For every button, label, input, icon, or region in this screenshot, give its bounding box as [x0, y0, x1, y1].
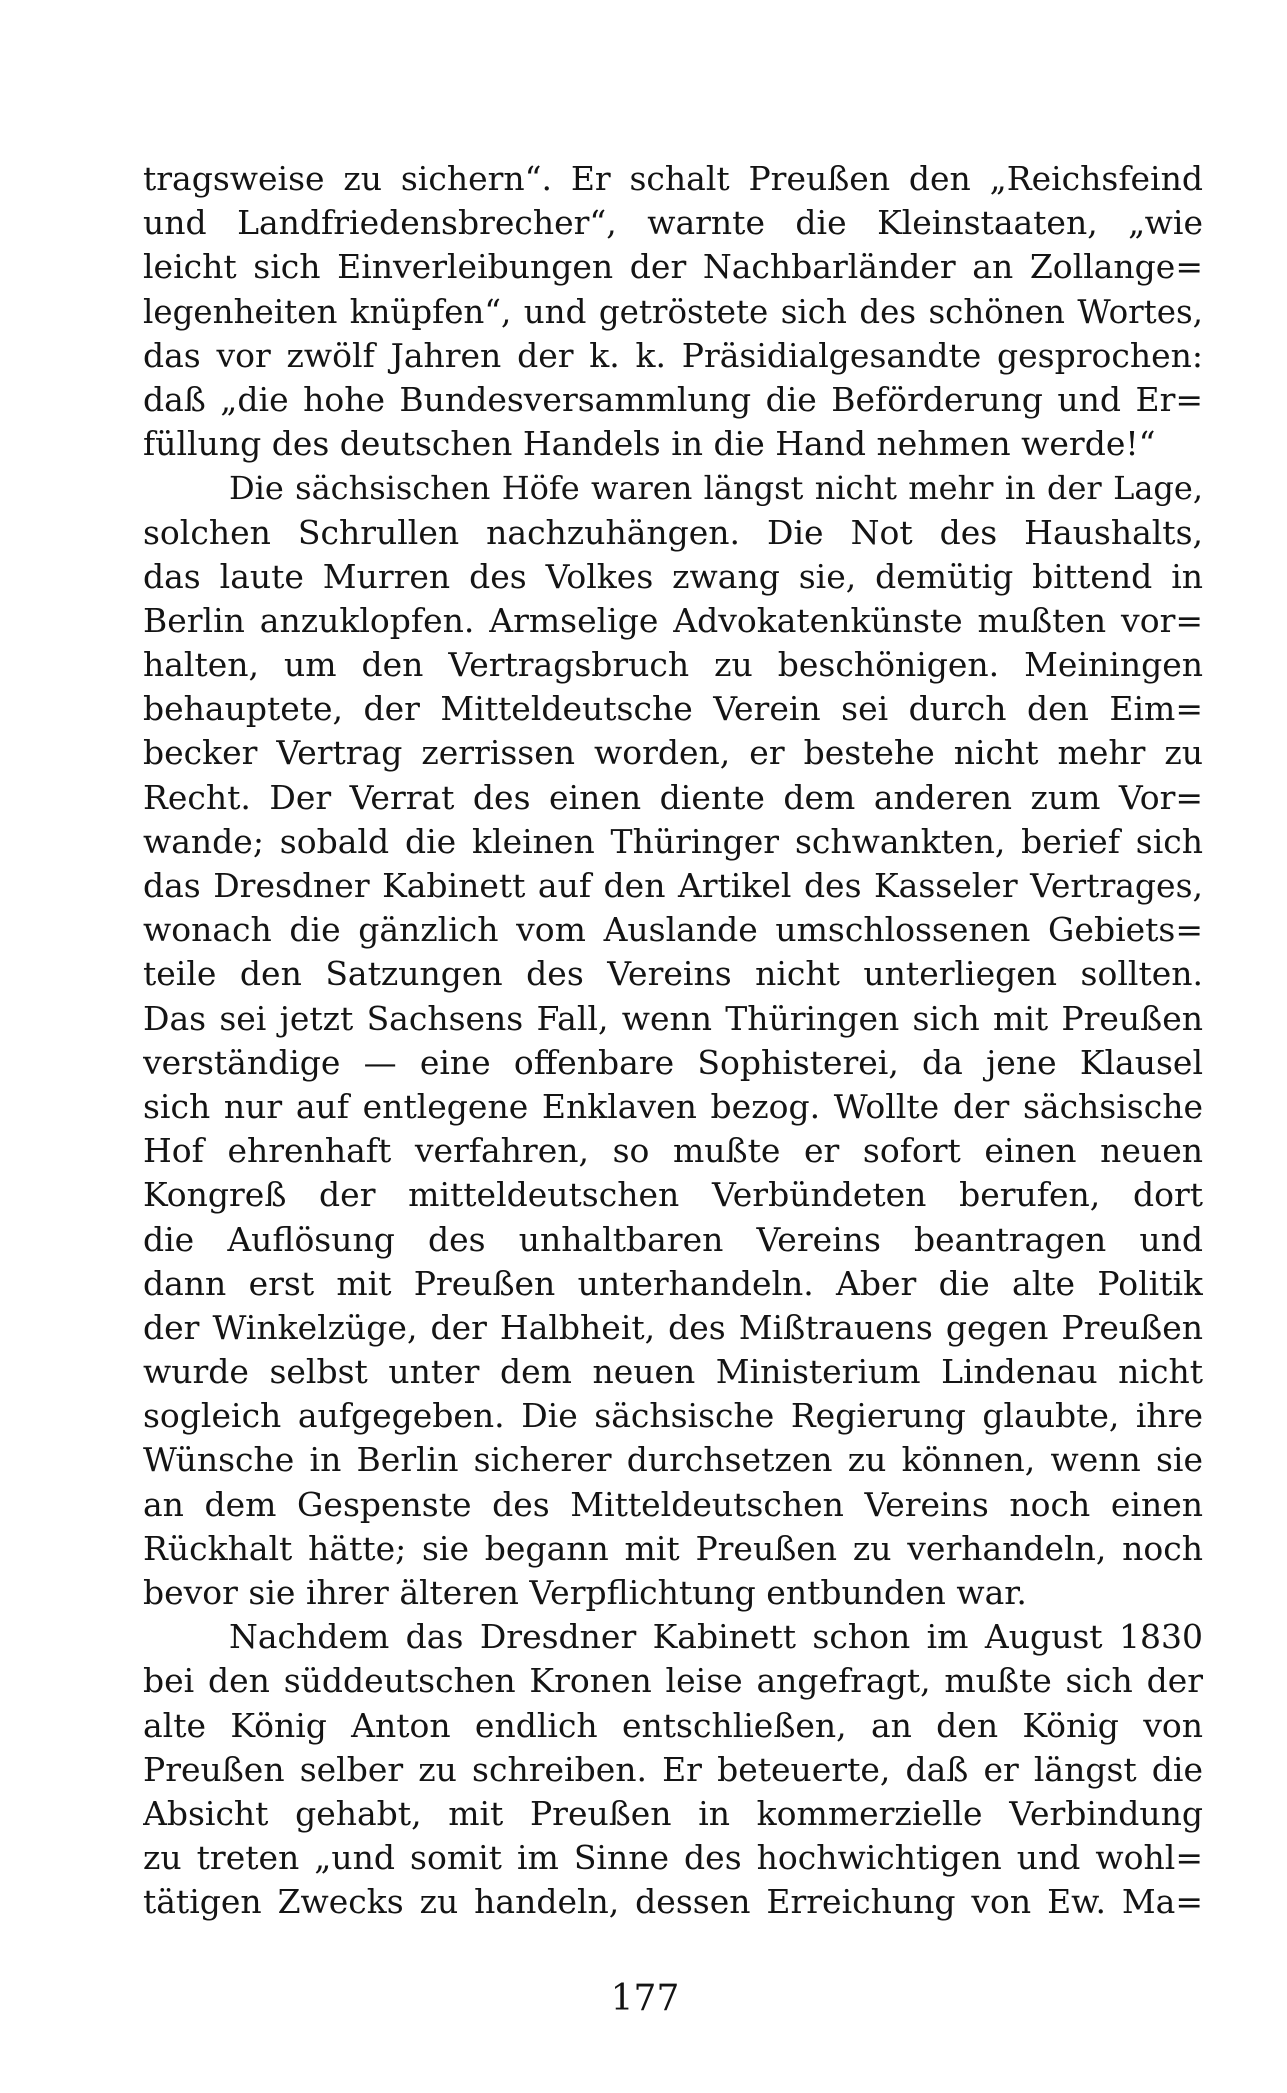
- text-line: tätigen Zwecks zu handeln, dessen Erreichung von Ew. Ma=: [143, 1882, 1203, 1922]
- text-line: leicht sich Einverleibungen der Nachbarländer an Zollange=: [143, 247, 1203, 287]
- text-line: sich nur auf entlegene Enklaven bezog. Wollte der sächsische: [143, 1086, 1203, 1126]
- text-line: becker Vertrag zerrissen worden, er bestehe nicht mehr zu: [143, 733, 1203, 773]
- text-line: behauptete, der Mitteldeutsche Verein sei durch den Eim=: [143, 689, 1203, 729]
- text-line: Nachdem das Dresdner Kabinett schon im August 1830: [229, 1617, 1203, 1657]
- text-line: solchen Schrullen nachzuhängen. Die Not des Haushalts,: [143, 512, 1203, 552]
- text-line: das laute Murren des Volkes zwang sie, demütig bittend in: [143, 556, 1203, 596]
- text-line: wande; sobald die kleinen Thüringer schwankten, berief sich: [143, 821, 1203, 861]
- body-text: [143, 157, 1203, 1925]
- text-line: Recht. Der Verrat des einen diente dem anderen zum Vor=: [143, 777, 1203, 817]
- text-line: das vor zwölf Jahren der k. k. Präsidialgesandte gesprochen:: [143, 335, 1203, 375]
- page-number: 177: [610, 1978, 680, 2019]
- text-line: Hof ehrenhaft verfahren, so mußte er sofort einen neuen: [143, 1131, 1203, 1171]
- text-line: bei den süddeutschen Kronen leise angefragt, mußte sich der: [143, 1661, 1203, 1701]
- text-line: an dem Gespenste des Mitteldeutschen Vereins noch einen: [143, 1484, 1203, 1524]
- text-line: Das sei jetzt Sachsens Fall, wenn Thüringen sich mit Preußen: [143, 998, 1203, 1038]
- text-line: tragsweise zu sichern“. Er schalt Preußen den „Reichsfeind: [143, 159, 1203, 198]
- text-line: halten, um den Vertragsbruch zu beschönigen. Meiningen: [143, 645, 1203, 685]
- text-line: Kongreß der mitteldeutschen Verbündeten berufen, dort: [143, 1175, 1203, 1215]
- text-line: sogleich aufgegeben. Die sächsische Regierung glaubte, ihre: [143, 1396, 1203, 1436]
- text-line: daß „die hohe Bundesversammlung die Beförderung und Er=: [143, 379, 1203, 419]
- text-line: Absicht gehabt, mit Preußen in kommerzielle Verbindung: [143, 1793, 1203, 1833]
- text-line: Wünsche in Berlin sicherer durchsetzen zu können, wenn sie: [143, 1440, 1203, 1480]
- text-line: Berlin anzuklopfen. Armselige Advokatenkünste mußten vor=: [143, 600, 1203, 640]
- text-line: dann erst mit Preußen unterhandeln. Aber die alte Politik: [143, 1263, 1203, 1303]
- text-line: Preußen selber zu schreiben. Er beteuerte, daß er längst die: [143, 1749, 1203, 1789]
- text-line: bevor sie ihrer älteren Verpflichtung entbunden war.: [143, 1573, 1027, 1612]
- text-line: wurde selbst unter dem neuen Ministerium Lindenau nicht: [143, 1352, 1203, 1392]
- text-line: legenheiten knüpfen“, und getröstete sich des schönen Wortes,: [143, 292, 1203, 331]
- text-line: der Winkelzüge, der Halbheit, des Mißtrauens gegen Preußen: [143, 1307, 1203, 1347]
- text-line: teile den Satzungen des Vereins nicht unterliegen sollten.: [143, 954, 1203, 994]
- text-line: alte König Anton endlich entschließen, an den König von: [143, 1705, 1203, 1745]
- text-line: Die sächsischen Höfe waren längst nicht mehr in der Lage,: [229, 469, 1203, 508]
- text-line: zu treten „und somit im Sinne des hochwichtigen und wohl=: [143, 1838, 1203, 1878]
- text-line: füllung des deutschen Handels in die Hand nehmen werde!“: [143, 424, 1156, 464]
- text-line: wonach die gänzlich vom Auslande umschlossenen Gebiets=: [143, 910, 1203, 950]
- text-line: Rückhalt hätte; sie begann mit Preußen zu verhandeln, noch: [143, 1528, 1203, 1568]
- text-line: und Landfriedensbrecher“, warnte die Kleinstaaten, „wie: [143, 203, 1203, 243]
- text-line: die Auflösung des unhaltbaren Vereins beantragen und: [143, 1219, 1203, 1259]
- text-line: verständige — eine offenbare Sophisterei, da jene Klausel: [143, 1042, 1203, 1082]
- text-line: das Dresdner Kabinett auf den Artikel des Kasseler Vertrages,: [143, 866, 1203, 905]
